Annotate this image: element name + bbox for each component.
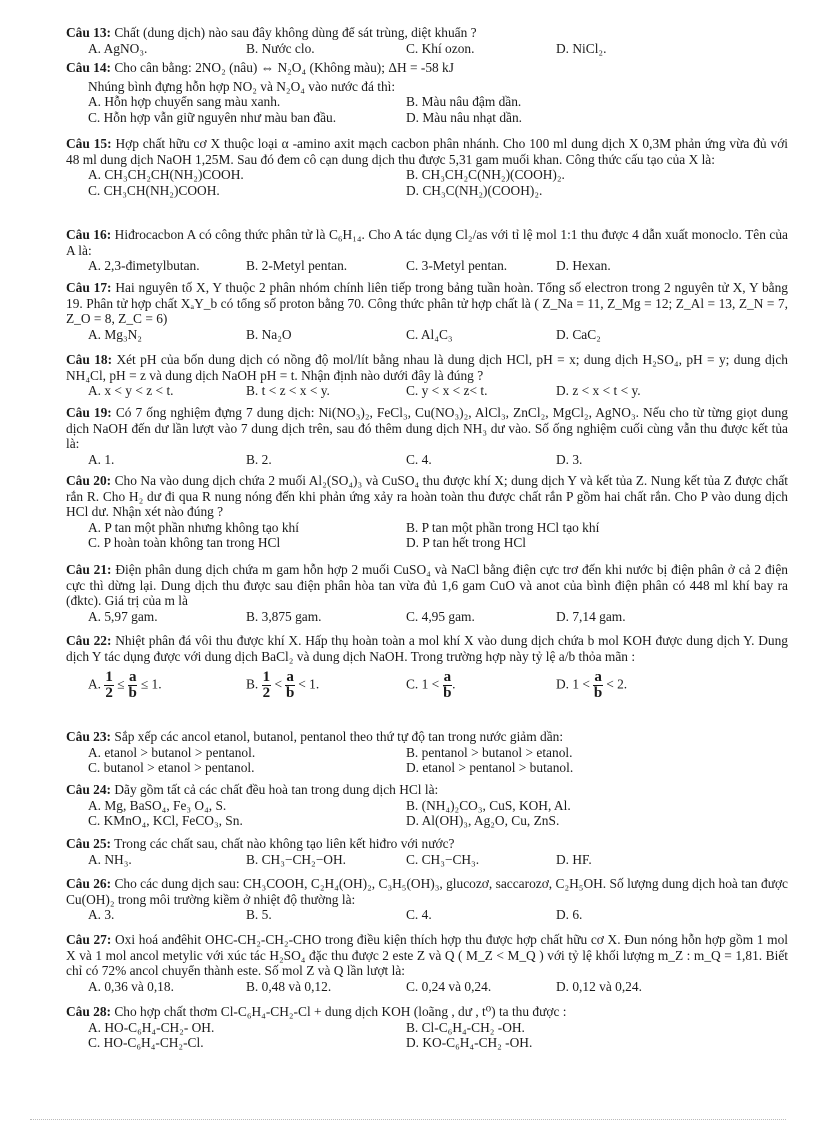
fraction: $\frac{1}{2}$ bbox=[262, 669, 271, 702]
option-d: D. Màu nâu nhạt dần. bbox=[406, 109, 523, 125]
question-28 bbox=[66, 1004, 788, 1051]
question-stem: Câu 16: Hiđrocacbon A có công thức phân tử là C₆H₁₄. Cho A tác dụng Cl₂/as với tỉ lệ mol 1:1 thu được 4 dẫn xuất monoclo. Tên của A là: bbox=[66, 227, 788, 258]
question-21 bbox=[66, 562, 788, 624]
option-a: A. Mg, BaSO₄, Fe₃ O₄, S. bbox=[88, 797, 227, 813]
question-stem: Câu 23: Sắp xếp các ancol etanol, butanol, pentanol theo thứ tự độ tan trong nước giảm dần: bbox=[66, 729, 564, 744]
option-a: A. P tan một phần nhưng không tạo khí bbox=[88, 519, 299, 535]
question-stem: Câu 18: Xét pH của bốn dung dịch có nồng độ mol/lít bằng nhau là dung dịch HCl, pH = x; dung dịch H₂SO₄, pH = y; dung dịch NH₄Cl, pH = z và dung dịch NaOH pH = t. Nhận định nào dưới đây là đúng ? bbox=[66, 352, 788, 383]
option-c: C. Khí ozon. bbox=[406, 40, 475, 56]
option-c: C. 4,95 gam. bbox=[406, 608, 475, 624]
option-c: C. 3-Metyl pentan. bbox=[406, 258, 508, 274]
option-c: C. HO-C₆H₄-CH₂-Cl. bbox=[88, 1035, 204, 1051]
option-d: D. 6. bbox=[556, 907, 583, 923]
option-d: D. NiCl₂. bbox=[556, 40, 607, 56]
option-b: B. 5. bbox=[246, 907, 272, 923]
option-d: D. z < x < t < y. bbox=[556, 383, 641, 399]
option-b: B. $\frac{1}{2}$ < $\frac{a}{b}$ < 1. bbox=[246, 669, 320, 702]
question-stem: Câu 25: Trong các chất sau, chất nào không tạo liên kết hiđro với nước? bbox=[66, 836, 455, 851]
question-stem: Câu 19: Có 7 ống nghiệm đựng 7 dung dịch: Ni(NO₃)₂, FeCl₃, Cu(NO₃)₂, AlCl₃, ZnCl₂, MgCl₂, AgNO₃. Nếu cho từ từng giọt dung dịch NaOH đến dư lần lượt vào 7 dung dịch trên, sau đó thêm dung dịch NH₃ dư vào. Số ống nghiệm cuối cùng vẫn thu được kết tủa là: bbox=[66, 405, 788, 452]
option-a: A. etanol > butanol > pentanol. bbox=[88, 744, 256, 760]
question-stem: Câu 26: Cho các dung dịch sau: CH₃COOH, C₂H₄(OH)₂, C₃H₅(OH)₃, glucozơ, saccarozơ, C₂H₅OH. Số lượng dung dịch hoà tan được Cu(OH)₂ trong môi trường kiềm ở nhiệt độ thường là: bbox=[66, 876, 788, 907]
option-a: A. 3. bbox=[88, 907, 115, 923]
option-c: C. 1 < $\frac{a}{b}$ . bbox=[406, 669, 456, 702]
question-stem: Câu 28: Cho hợp chất thơm Cl-C₆H₄-CH₂-Cl + dung dịch KOH (loãng , dư , t⁰) ta thu được : bbox=[66, 1004, 567, 1019]
page-bottom-divider bbox=[30, 1119, 786, 1120]
question-24 bbox=[66, 782, 788, 829]
option-d: D. KO-C₆H₄-CH₂ -OH. bbox=[406, 1035, 533, 1051]
option-c: C. Hỗn hợp vẫn giữ nguyên như màu ban đầu. bbox=[88, 109, 337, 125]
question-stem: Câu 22: Nhiệt phân đá vôi thu được khí X. Hấp thụ hoàn toàn a mol khí X vào dung dịch chứa b mol KOH được dung dịch Y. Dung dịch Y tác dụng được với dung dịch BaCl₂ và dung dịch NaOH. Trong trường hợp này tỷ lệ a/b thỏa mãn : bbox=[66, 633, 788, 664]
option-c: C. butanol > etanol > pentanol. bbox=[88, 760, 255, 776]
option-c: C. 4. bbox=[406, 907, 432, 923]
option-d: D. 7,14 gam. bbox=[556, 608, 626, 624]
option-c: C. 4. bbox=[406, 451, 432, 467]
option-b: B. 2. bbox=[246, 451, 272, 467]
question-27 bbox=[66, 932, 788, 994]
option-d: D. Hexan. bbox=[556, 258, 611, 274]
question-19 bbox=[66, 405, 788, 467]
question-25 bbox=[66, 836, 788, 867]
option-d: D. Al(OH)₃, Ag₂O, Cu, ZnS. bbox=[406, 813, 560, 829]
option-a: A. AgNO₃. bbox=[88, 40, 148, 56]
option-b: B. 0,48 và 0,12. bbox=[246, 978, 332, 994]
fraction: $\frac{a}{b}$ bbox=[286, 669, 295, 702]
option-c: C. P hoàn toàn không tan trong HCl bbox=[88, 535, 281, 551]
option-a: A. 5,97 gam. bbox=[88, 608, 158, 624]
question-15 bbox=[66, 136, 788, 198]
option-b: B. Màu nâu đậm dần. bbox=[406, 94, 522, 110]
option-d: D. 0,12 và 0,24. bbox=[556, 978, 642, 994]
option-a: A. 2,3-đimetylbutan. bbox=[88, 258, 200, 274]
option-b: B. (NH₄)₂CO₃, CuS, KOH, Al. bbox=[406, 797, 571, 813]
option-b: B. CH₃−CH₂−OH. bbox=[246, 851, 346, 867]
option-a: A. 0,36 và 0,18. bbox=[88, 978, 174, 994]
question-18 bbox=[66, 352, 788, 399]
question-17 bbox=[66, 280, 788, 342]
option-d: D. CH₃C(NH₂)(COOH)₂. bbox=[406, 182, 543, 198]
option-a: A. x < y < z < t. bbox=[88, 383, 174, 399]
question-22 bbox=[66, 633, 788, 704]
option-d: D. 3. bbox=[556, 451, 583, 467]
option-b: B. Nước clo. bbox=[246, 40, 315, 56]
option-b: B. Cl-C₆H₄-CH₂ -OH. bbox=[406, 1019, 525, 1035]
question-26 bbox=[66, 876, 788, 923]
question-stem: Câu 27: Oxi hoá anđêhit OHC-CH₂-CH₂-CHO trong điều kiện thích hợp thu được hợp chất hữu cơ X. Đun nóng hỗn hợp gồm 1 mol X và 1 mol ancol metylic với xúc tác H₂SO₄ đặc thu được 2 este Z và Q ( M_Z < M_Q ) với tỷ lệ khối lượng m_Z : m_Q = 1,81. Biết chỉ có 72% ancol chuyển thành este. Số mol Z và Q lần lượt là: bbox=[66, 932, 788, 979]
option-a: A. HO-C₆H₄-CH₂- OH. bbox=[88, 1019, 215, 1035]
fraction: $\frac{a}{b}$ bbox=[443, 669, 452, 702]
fraction: $\frac{1}{2}$ bbox=[105, 669, 113, 702]
option-d: D. P tan hết trong HCl bbox=[406, 535, 527, 551]
option-b: B. Na₂O bbox=[246, 326, 292, 342]
option-b: B. pentanol > butanol > etanol. bbox=[406, 744, 573, 760]
option-d: D. CaC₂ bbox=[556, 326, 601, 342]
option-c: C. CH₃−CH₃. bbox=[406, 851, 480, 867]
question-stem: Câu 17: Hai nguyên tố X, Y thuộc 2 phân nhóm chính liên tiếp trong bảng tuần hoàn. Tổng số electron trong 2 nguyên tử X, Y bằng 19. Phân tử hợp chất XₐY_b có tổng số proton bằng 70. Công thức phân tử hợp chất là ( Z_Na = 11, Z_Mg = 12; Z_Al = 13, Z_N = 7, Z_O = 8, Z_C = 6) bbox=[66, 280, 788, 327]
question-stem-2: Nhúng bình đựng hỗn hợp NO₂ và N₂O₄ vào nước đá thì: bbox=[88, 78, 396, 94]
option-b: B. CH₃CH₂C(NH₂)(COOH)₂. bbox=[406, 167, 565, 183]
question-stem: Câu 21: Điện phân dung dịch chứa m gam hỗn hợp 2 muối CuSO₄ và NaCl bằng điện cực trơ đến khi nước bị điện phân ở cả 2 điện cực thì dừng lại. Dung dịch thu được sau điện phân hòa tan vừa đủ 1,6 gam CuO và anot của bình điện phân có 448 ml khí bay ra (đktc). Giá trị của m là bbox=[66, 562, 788, 609]
question-16 bbox=[66, 227, 788, 274]
option-a: A. Mg₃N₂ bbox=[88, 326, 142, 342]
fraction: $\frac{a}{b}$ bbox=[128, 669, 137, 702]
question-14 bbox=[66, 60, 788, 125]
question-20 bbox=[66, 473, 788, 551]
question-stem: Câu 13: Chất (dung dịch) nào sau đây không dùng để sát trùng, diệt khuẩn ? bbox=[66, 25, 477, 40]
fraction: $\frac{a}{b}$ bbox=[593, 669, 603, 702]
option-a: A. 1. bbox=[88, 451, 115, 467]
option-a: A. CH₃CH₂CH(NH₂)COOH. bbox=[88, 167, 244, 183]
option-a: A. NH₃. bbox=[88, 851, 132, 867]
question-13 bbox=[66, 25, 788, 56]
option-b: B. 3,875 gam. bbox=[246, 608, 322, 624]
option-d: D. 1 < $\frac{a}{b}$ < 2. bbox=[556, 669, 628, 702]
question-23 bbox=[66, 729, 788, 776]
option-d: D. HF. bbox=[556, 851, 592, 867]
question-stem: Câu 24: Dãy gồm tất cả các chất đều hoà tan trong dung dịch HCl là: bbox=[66, 782, 439, 797]
option-a: A. $\frac{1}{2}$ ≤ $\frac{a}{b}$ ≤ 1. bbox=[88, 669, 162, 702]
option-c: C. CH₃CH(NH₂)COOH. bbox=[88, 182, 220, 198]
option-b: B. t < z < x < y. bbox=[246, 383, 330, 399]
option-c: C. 0,24 và 0,24. bbox=[406, 978, 492, 994]
option-c: C. Al₄C₃ bbox=[406, 326, 453, 342]
option-d: D. etanol > pentanol > butanol. bbox=[406, 760, 574, 776]
option-c: C. KMnO₄, KCl, FeCO₃, Sn. bbox=[88, 813, 243, 829]
question-stem: Câu 20: Cho Na vào dung dịch chứa 2 muối Al₂(SO₄)₃ và CuSO₄ thu được khí X; dung dịch Y và kết tủa Z. Nung kết tủa Z được chất rắn R. Cho H₂ dư đi qua R nung nóng đến khi phản ứng xảy ra hoàn toàn thu được chất rắn P gồm hai chất rắn. Cho P vào dung dịch HCl dư. Nhận xét nào đúng ? bbox=[66, 473, 788, 520]
option-b: B. 2-Metyl pentan. bbox=[246, 258, 348, 274]
option-a: A. Hỗn hợp chuyển sang màu xanh. bbox=[88, 94, 281, 110]
question-stem: Câu 14: Cho cân bằng: 2NO₂ (nâu) ⇔ N₂O₄ (Không màu); ΔH = -58 kJ bbox=[66, 60, 454, 75]
question-stem: Câu 15: Hợp chất hữu cơ X thuộc loại α -amino axit mạch cacbon phân nhánh. Cho 100 ml dung dịch X 0,3M phản ứng vừa đủ với 48 ml dung dịch NaOH 1,25M. Sau đó đem cô cạn dung dịch thu được 5,31 gam muối khan. Công thức cấu tạo của X là: bbox=[66, 136, 788, 167]
option-b: B. P tan một phần trong HCl tạo khí bbox=[406, 519, 600, 535]
option-c: C. y < x < z< t. bbox=[406, 383, 488, 399]
